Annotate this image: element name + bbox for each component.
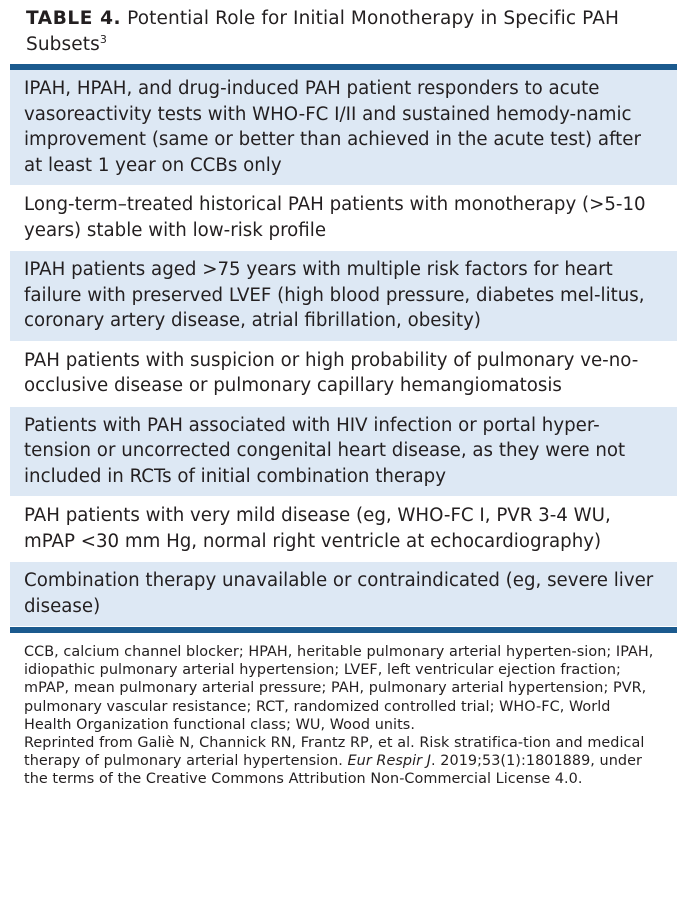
reprint-note [24,734,661,789]
reprint-text: Reprinted from Galiè N, Channick RN, Frantz RP, et al. Risk stratifica-tion and medical therapy of pulmonary arterial hypertension. [24,735,645,770]
table-title [10,0,677,64]
table-row: Long-term–treated historical PAH patients with monotherapy (>5-10 years) stable with low-risk profile [10,186,677,251]
table-row: Combination therapy unavailable or contraindicated (eg, severe liver disease) [10,562,677,627]
table-title-text: Potential Role for Initial Monotherapy in Specific PAH Subsets [26,8,619,55]
table-title-reference: 3 [99,32,107,46]
abbreviations-note: CCB, calcium channel blocker; HPAH, heritable pulmonary arterial hyperten-sion; IPAH, idiopathic pulmonary arterial hypertension; LVEF, left ventricular ejection fraction; mPAP, mean pulmonary arterial pressure; PAH, pulmonary arterial hypertension; PVR, pulmonary vascular resistance; RCT, randomized controlled trial; WHO-FC, World Health Organization functional class; WU, Wood units. [24,644,654,733]
table-row: Patients with PAH associated with HIV infection or portal hyper-tension or uncorrected congenital heart disease, as they were not included in RCTs of initial combination therapy [10,407,677,498]
table-footnote [10,633,677,789]
table-row: PAH patients with suspicion or high probability of pulmonary ve-no-occlusive disease or pulmonary capillary hemangiomatosis [10,342,677,407]
table-label: TABLE 4. [26,8,122,29]
reprint-citation: . 2019;53(1):1801889, under the terms of the Creative Commons Attribution Non-Commercial License 4.0. [24,753,642,788]
table-body [10,70,677,627]
journal-name: Eur Respir J [347,753,432,770]
table-row: PAH patients with very mild disease (eg, WHO-FC I, PVR 3-4 WU, mPAP <30 mm Hg, normal right ventricle at echocardiography) [10,497,677,562]
table-row: IPAH patients aged >75 years with multiple risk factors for heart failure with preserved LVEF (high blood pressure, diabetes mel-litus, coronary artery disease, atrial fibrillation, obesity) [10,251,677,342]
table-row: IPAH, HPAH, and drug-induced PAH patient responders to acute vasoreactivity tests with WHO-FC I/II and sustained hemody-namic improvement (same or better than achieved in the acute test) after at least 1 year on CCBs only [10,70,677,186]
